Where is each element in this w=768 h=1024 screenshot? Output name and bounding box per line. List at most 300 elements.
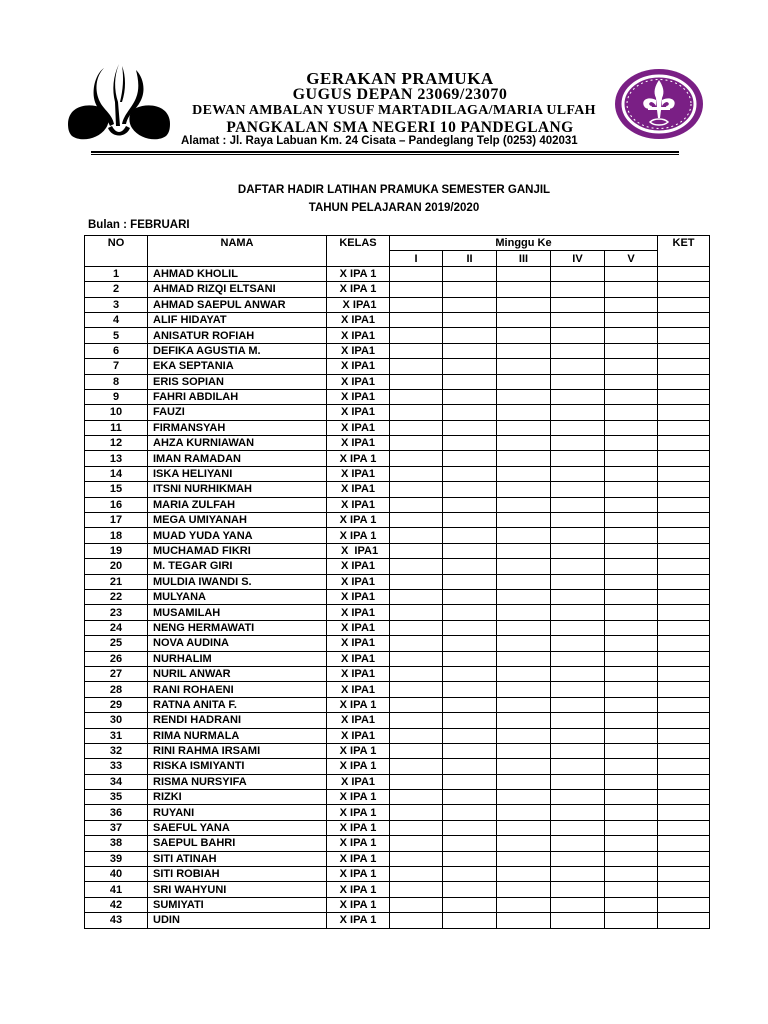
table-row [85,436,710,451]
org-title: GERAKAN PRAMUKA [306,69,494,88]
attendance-cell [605,743,658,758]
attendance-cell [443,636,497,651]
attendance-cell [390,497,443,512]
attendance-cell [605,666,658,681]
table-row [85,851,710,866]
attendance-cell [390,528,443,543]
attendance-cell [551,774,605,789]
student-name: ITSNI NURHIKMAH [148,482,327,497]
student-name: MUAD YUDA YANA [148,528,327,543]
table-row [85,528,710,543]
attendance-cell [390,913,443,928]
student-class: X IPA1 [327,420,390,435]
attendance-cell [605,389,658,404]
attendance-cell [390,436,443,451]
table-row [85,651,710,666]
attendance-rows [85,266,710,928]
student-class: X IPA 1 [327,805,390,820]
attendance-cell [605,589,658,604]
student-class: X IPA 1 [327,266,390,281]
row-number: 8 [85,374,148,389]
attendance-cell [551,466,605,481]
attendance-cell [497,282,551,297]
row-number: 35 [85,790,148,805]
row-number: 31 [85,728,148,743]
col-header-nama: NAMA [148,236,327,267]
attendance-cell [497,743,551,758]
student-class: X IPA1 [327,589,390,604]
attendance-cell [605,897,658,912]
student-class: X IPA1 [327,405,390,420]
table-row [85,774,710,789]
attendance-cell [390,682,443,697]
attendance-cell [497,528,551,543]
student-name: M. TEGAR GIRI [148,559,327,574]
row-number: 17 [85,513,148,528]
attendance-cell [497,666,551,681]
row-number: 30 [85,713,148,728]
row-number: 14 [85,466,148,481]
attendance-cell [605,913,658,928]
col-header-week: III [497,251,551,266]
attendance-cell [497,559,551,574]
attendance-cell [497,682,551,697]
attendance-cell [443,266,497,281]
attendance-cell [390,389,443,404]
student-class: X IPA1 [327,559,390,574]
student-class: X IPA1 [327,359,390,374]
ket-cell [658,697,710,712]
attendance-cell [390,574,443,589]
student-class: X IPA1 [327,543,390,558]
attendance-cell [443,851,497,866]
table-row [85,897,710,912]
student-name: RISMA NURSYIFA [148,774,327,789]
ket-cell [658,743,710,758]
attendance-cell [497,405,551,420]
attendance-cell [497,697,551,712]
table-row [85,297,710,312]
attendance-cell [497,389,551,404]
attendance-cell [390,651,443,666]
attendance-cell [390,713,443,728]
document-title: DAFTAR HADIR LATIHAN PRAMUKA SEMESTER GANJIL [237,184,551,196]
attendance-cell [605,543,658,558]
row-number: 19 [85,543,148,558]
attendance-cell [551,651,605,666]
student-class: X IPA1 [327,713,390,728]
student-class: X IPA1 [327,636,390,651]
row-number: 21 [85,574,148,589]
row-number: 39 [85,851,148,866]
student-name: ERIS SOPIAN [148,374,327,389]
ket-cell [658,666,710,681]
attendance-cell [443,543,497,558]
attendance-cell [605,697,658,712]
ket-cell [658,451,710,466]
student-class: X IPA 1 [327,882,390,897]
table-row [85,620,710,635]
student-name: SITI ATINAH [148,851,327,866]
attendance-cell [390,851,443,866]
pangkalan-title: PANGKALAN SMA NEGERI 10 PANDEGLANG [226,119,574,136]
student-class: X IPA 1 [327,851,390,866]
attendance-cell [551,328,605,343]
row-number: 28 [85,682,148,697]
attendance-cell [390,743,443,758]
ket-cell [658,605,710,620]
ket-cell [658,513,710,528]
attendance-cell [605,636,658,651]
row-number: 32 [85,743,148,758]
ket-cell [658,851,710,866]
attendance-cell [390,666,443,681]
ket-cell [658,805,710,820]
ket-cell [658,312,710,327]
student-name: NENG HERMAWATI [148,620,327,635]
student-class: X IPA1 [327,436,390,451]
attendance-cell [497,882,551,897]
attendance-cell [390,836,443,851]
attendance-cell [605,343,658,358]
attendance-cell [443,743,497,758]
student-name: UDIN [148,913,327,928]
attendance-cell [605,451,658,466]
attendance-cell [551,605,605,620]
table-row [85,867,710,882]
ket-cell [658,328,710,343]
ket-cell [658,466,710,481]
col-header-week: II [443,251,497,266]
row-number: 36 [85,805,148,820]
attendance-cell [605,882,658,897]
attendance-cell [443,836,497,851]
table-row [85,497,710,512]
attendance-cell [605,805,658,820]
attendance-cell [390,774,443,789]
row-number: 29 [85,697,148,712]
ket-cell [658,790,710,805]
attendance-cell [497,713,551,728]
attendance-cell [390,405,443,420]
table-row [85,882,710,897]
attendance-cell [390,513,443,528]
attendance-cell [443,328,497,343]
student-name: ANISATUR ROFIAH [148,328,327,343]
ket-cell [658,374,710,389]
attendance-cell [551,374,605,389]
student-class: X IPA 1 [327,867,390,882]
ket-cell [658,589,710,604]
attendance-cell [443,774,497,789]
student-class: X IPA 1 [327,820,390,835]
attendance-cell [551,589,605,604]
ket-cell [658,482,710,497]
attendance-cell [443,605,497,620]
table-row [85,713,710,728]
attendance-cell [497,790,551,805]
student-name: MULDIA IWANDI S. [148,574,327,589]
col-header-kelas: KELAS [327,236,390,267]
attendance-cell [605,651,658,666]
attendance-cell [443,389,497,404]
student-class: X IPA1 [327,374,390,389]
attendance-cell [497,836,551,851]
attendance-cell [551,343,605,358]
col-header-week: V [605,251,658,266]
student-name: AHMAD SAEPUL ANWAR [148,297,327,312]
attendance-cell [497,805,551,820]
attendance-cell [551,851,605,866]
attendance-cell [551,743,605,758]
student-class: X IPA1 [327,297,390,312]
ket-cell [658,713,710,728]
attendance-cell [605,851,658,866]
row-number: 7 [85,359,148,374]
table-row [85,328,710,343]
attendance-cell [551,574,605,589]
student-class: X IPA1 [327,774,390,789]
student-class: X IPA1 [327,389,390,404]
table-row [85,543,710,558]
attendance-cell [497,543,551,558]
attendance-cell [497,513,551,528]
student-name: AHMAD RIZQI ELTSANI [148,282,327,297]
table-row [85,759,710,774]
ket-cell [658,651,710,666]
attendance-cell [551,805,605,820]
attendance-cell [551,728,605,743]
attendance-cell [390,867,443,882]
attendance-cell [605,497,658,512]
attendance-cell [497,820,551,835]
row-number: 25 [85,636,148,651]
ket-cell [658,574,710,589]
attendance-cell [551,497,605,512]
row-number: 5 [85,328,148,343]
ket-cell [658,497,710,512]
attendance-cell [443,282,497,297]
col-header-week: I [390,251,443,266]
student-name: MARIA ZULFAH [148,497,327,512]
table-row [85,697,710,712]
ket-cell [658,682,710,697]
table-row [85,343,710,358]
attendance-cell [390,282,443,297]
attendance-cell [443,697,497,712]
row-number: 15 [85,482,148,497]
attendance-cell [551,282,605,297]
attendance-cell [390,328,443,343]
attendance-cell [551,436,605,451]
attendance-cell [497,374,551,389]
attendance-cell [497,728,551,743]
student-class: X IPA 1 [327,897,390,912]
month-label: Bulan : FEBRUARI [88,219,190,231]
attendance-cell [497,312,551,327]
attendance-cell [551,836,605,851]
student-class: X IPA1 [327,728,390,743]
student-name: RIZKI [148,790,327,805]
attendance-cell [497,420,551,435]
student-name: SITI ROBIAH [148,867,327,882]
attendance-cell [497,497,551,512]
table-row [85,743,710,758]
attendance-cell [605,713,658,728]
table-row [85,574,710,589]
attendance-cell [443,666,497,681]
student-name: FAHRI ABDILAH [148,389,327,404]
table-row [85,359,710,374]
attendance-cell [497,605,551,620]
row-number: 4 [85,312,148,327]
attendance-cell [443,897,497,912]
ket-cell [658,389,710,404]
attendance-cell [551,513,605,528]
row-number: 38 [85,836,148,851]
attendance-cell [551,636,605,651]
attendance-cell [605,574,658,589]
row-number: 22 [85,589,148,604]
student-class: X IPA1 [327,620,390,635]
row-number: 9 [85,389,148,404]
attendance-cell [443,312,497,327]
student-name: DEFIKA AGUSTIA M. [148,343,327,358]
student-name: IMAN RAMADAN [148,451,327,466]
attendance-cell [443,497,497,512]
ket-cell [658,636,710,651]
table-row [85,451,710,466]
attendance-cell [551,482,605,497]
student-class: X IPA 1 [327,697,390,712]
attendance-cell [605,374,658,389]
student-name: AHZA KURNIAWAN [148,436,327,451]
attendance-cell [497,451,551,466]
attendance-cell [443,682,497,697]
attendance-cell [605,820,658,835]
attendance-cell [605,466,658,481]
attendance-cell [497,266,551,281]
attendance-cell [443,882,497,897]
attendance-cell [443,820,497,835]
attendance-cell [551,820,605,835]
attendance-cell [551,620,605,635]
attendance-cell [443,574,497,589]
row-number: 16 [85,497,148,512]
table-row [85,466,710,481]
table-row [85,682,710,697]
attendance-cell [443,420,497,435]
ket-cell [658,405,710,420]
table-row [85,482,710,497]
attendance-cell [551,559,605,574]
attendance-cell [605,528,658,543]
attendance-cell [497,436,551,451]
row-number: 11 [85,420,148,435]
student-name: ISKA HELIYANI [148,466,327,481]
attendance-cell [497,851,551,866]
attendance-cell [551,389,605,404]
attendance-cell [605,559,658,574]
ket-cell [658,559,710,574]
attendance-cell [497,297,551,312]
attendance-cell [443,651,497,666]
ket-cell [658,774,710,789]
student-name: RUYANI [148,805,327,820]
table-row [85,589,710,604]
row-number: 40 [85,867,148,882]
col-header-week: IV [551,251,605,266]
attendance-cell [497,636,551,651]
student-name: MULYANA [148,589,327,604]
student-name: SAEPUL BAHRI [148,836,327,851]
attendance-cell [443,759,497,774]
attendance-cell [443,513,497,528]
row-number: 3 [85,297,148,312]
attendance-cell [605,682,658,697]
attendance-cell [605,282,658,297]
attendance-cell [390,728,443,743]
attendance-cell [443,451,497,466]
student-class: X IPA1 [327,466,390,481]
table-row [85,636,710,651]
table-row [85,666,710,681]
attendance-cell [605,867,658,882]
attendance-cell [443,466,497,481]
ket-cell [658,867,710,882]
row-number: 1 [85,266,148,281]
student-name: SUMIYATI [148,897,327,912]
header-divider-thin [91,154,679,155]
student-class: X IPA 1 [327,836,390,851]
student-class: X IPA1 [327,312,390,327]
attendance-cell [605,297,658,312]
student-class: X IPA1 [327,605,390,620]
student-name: NURHALIM [148,651,327,666]
attendance-cell [497,759,551,774]
attendance-cell [390,805,443,820]
attendance-cell [390,266,443,281]
attendance-cell [390,820,443,835]
attendance-cell [390,882,443,897]
attendance-table [84,235,710,929]
attendance-cell [390,620,443,635]
student-class: X IPA1 [327,328,390,343]
attendance-cell [551,790,605,805]
attendance-cell [551,266,605,281]
row-number: 41 [85,882,148,897]
attendance-cell [497,482,551,497]
attendance-cell [390,543,443,558]
ket-cell [658,820,710,835]
ket-cell [658,759,710,774]
attendance-cell [551,697,605,712]
table-row [85,913,710,928]
student-class: X IPA 1 [327,528,390,543]
student-name: MUCHAMAD FIKRI [148,543,327,558]
attendance-cell [551,451,605,466]
attendance-cell [390,420,443,435]
attendance-cell [497,328,551,343]
row-number: 20 [85,559,148,574]
ket-cell [658,420,710,435]
col-header-ket: KET [658,236,710,267]
attendance-cell [390,374,443,389]
row-number: 43 [85,913,148,928]
attendance-cell [443,559,497,574]
attendance-cell [390,482,443,497]
attendance-cell [551,420,605,435]
